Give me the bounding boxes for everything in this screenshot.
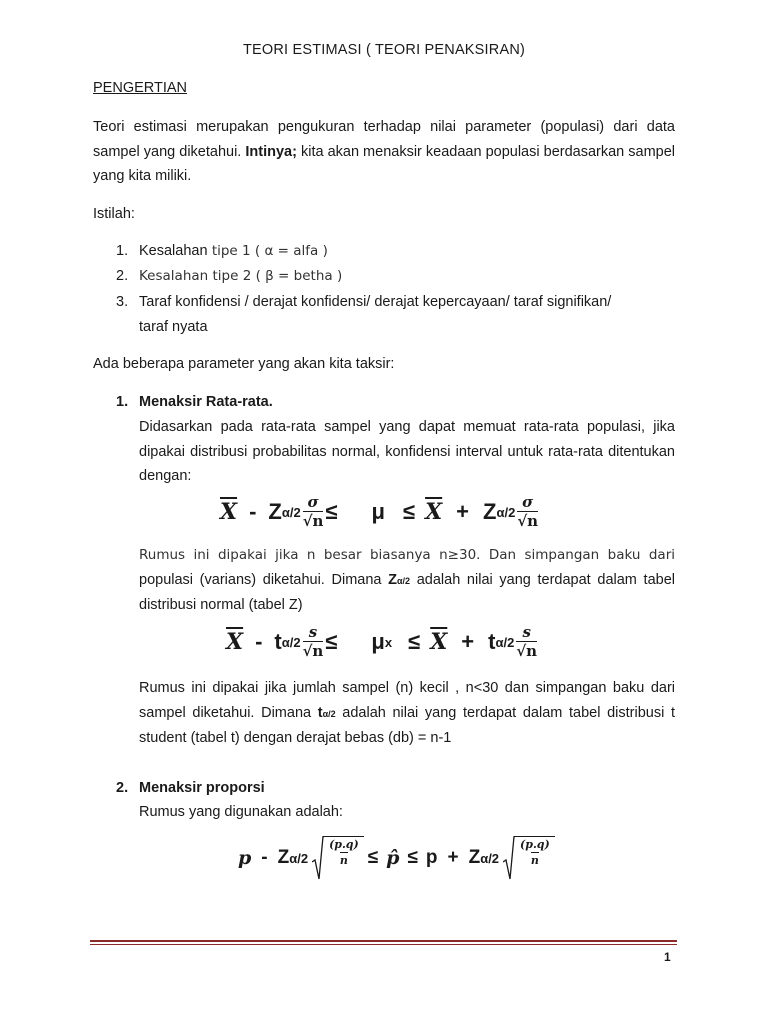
list-text: Taraf konfidensi / derajat konfidensi/ derajat kepercayaan/ taraf signifikan/ [139, 294, 612, 310]
z-inline: Z [388, 571, 397, 588]
istilah-item-2 [116, 268, 342, 284]
xbar-symbol: $\overline{X}$ [425, 499, 443, 525]
fraction-numerator: σ [307, 493, 319, 511]
list-number: 1. [116, 243, 129, 259]
section-1-note-2 [139, 676, 675, 751]
alpha-subscript: α/2 [496, 504, 516, 520]
sqrt-pq-over-n [503, 836, 555, 880]
fraction-denominator: √n [517, 512, 539, 530]
fraction-numerator: σ [522, 493, 534, 511]
list-text-alt: Kesalahan tipe 2 ( β = betha ) [139, 268, 343, 284]
mu-symbol: μ [371, 629, 385, 654]
section-heading-pengertian: PENGERTIAN [93, 80, 188, 96]
p-plain-symbol: p [425, 847, 438, 868]
section-1-desc: Didasarkan pada rata-rata sampel yang dapat memuat rata-rata populasi, jika dipakai distribusi probabilitas normal, konfidensi interval untuk rata-rata ditentukan dengan: [139, 419, 675, 484]
formula-proportion [238, 836, 559, 880]
section-number: 2. [116, 780, 129, 796]
fraction-denominator: n [530, 854, 539, 867]
note-text: adalah nilai yang terdapat dalam tabel distribusi normal (tabel Z) [139, 571, 675, 613]
leq-sign: ≤ [407, 847, 418, 868]
section-2-desc: Rumus yang digunakan adalah: [139, 804, 343, 820]
plus-sign: + [461, 629, 475, 654]
t-symbol: t [488, 629, 496, 654]
note-text: Rumus ini dipakai jika jumlah sampel (n) kecil , n<30 dan simpangan baku dari sampel diketahui. Dimana [139, 680, 675, 721]
intro-bold: Intinya; [245, 143, 297, 160]
list-number: 2. [116, 268, 129, 284]
sqrt-pq-over-n [312, 836, 364, 880]
ada-paragraph: Ada beberapa parameter yang akan kita taksir: [93, 356, 395, 372]
s-over-sqrtn [516, 624, 537, 660]
section-2-heading [116, 780, 265, 796]
p-symbol: p [238, 847, 252, 869]
fraction-numerator: s [522, 623, 531, 641]
section-number: 1. [116, 394, 129, 410]
z-symbol: Z [483, 499, 497, 524]
minus-sign: - [255, 629, 263, 654]
section-1-note-1 [139, 543, 675, 618]
xbar-symbol: $\overline{X}$ [430, 629, 448, 655]
footer-rule-thin [90, 944, 677, 945]
fraction-numerator: (p.q) [520, 838, 550, 851]
z-symbol: Z [268, 499, 282, 524]
istilah-item-3 [116, 294, 611, 310]
sigma-over-sqrtn [517, 494, 538, 530]
radical-sign [312, 836, 324, 880]
note-text-alt: Rumus ini dipakai jika n besar biasanya n≥30. Dan simpangan baku dari [139, 547, 675, 563]
xbar-symbol: $\overline{X}$ [220, 499, 238, 525]
list-number: 3. [116, 294, 129, 310]
t-symbol: t [274, 629, 282, 654]
pq-over-n [520, 838, 550, 868]
t-inline-subscript: α/2 [322, 708, 336, 719]
note-text: populasi (varians) diketahui. Dimana [139, 571, 389, 588]
fraction-denominator: √n [302, 512, 324, 530]
formula-mean-t [226, 624, 539, 660]
page-title: TEORI ESTIMASI ( TEORI PENAKSIRAN) [242, 42, 526, 58]
fraction-denominator: n [339, 854, 348, 867]
fraction-denominator: √n [516, 642, 538, 660]
footer-rule-thick [90, 940, 677, 942]
s-over-sqrtn [303, 624, 324, 660]
list-text: Kesalahan [139, 243, 208, 259]
minus-sign: - [261, 847, 268, 868]
section-title: Menaksir proporsi [139, 780, 265, 796]
intro-text-2: kita akan menaksir keadaan populasi berdasarkan sampel yang kita miliki. [93, 143, 676, 184]
leq-sign: ≤ [325, 499, 338, 524]
plus-sign: + [456, 499, 470, 524]
leq-sign: ≤ [408, 629, 421, 654]
p-hat-symbol: p̂ [386, 847, 400, 869]
istilah-item-1 [116, 243, 328, 259]
radical-sign [503, 836, 515, 880]
sigma-over-sqrtn [303, 494, 324, 530]
leq-sign: ≤ [367, 847, 379, 868]
fraction-denominator: √n [302, 642, 324, 660]
t-inline: t [317, 704, 323, 721]
z-symbol: Z [277, 847, 290, 868]
page-number: 1 [664, 950, 671, 964]
list-text-alt: tipe 1 ( α = alfa ) [207, 243, 328, 259]
note-text: adalah nilai yang terdapat dalam tabel distribusi t student (tabel t) dengan derajat bebas (db) = n-1 [139, 704, 675, 746]
z-symbol: Z [468, 847, 481, 868]
leq-sign: ≤ [325, 629, 338, 654]
section-title: Menaksir Rata-rata. [139, 394, 273, 410]
pq-over-n [329, 838, 359, 868]
intro-paragraph [93, 115, 675, 189]
plus-sign: + [447, 847, 459, 868]
mu-subscript: x [384, 634, 393, 650]
formula-mean-z [220, 494, 540, 530]
leq-sign: ≤ [403, 499, 416, 524]
alpha-subscript: α/2 [495, 634, 515, 650]
minus-sign: - [249, 499, 257, 524]
istilah-label: Istilah: [93, 206, 135, 222]
alpha-subscript: α/2 [281, 634, 301, 650]
istilah-item-3-cont: taraf nyata [139, 319, 208, 335]
alpha-subscript: α/2 [480, 850, 500, 866]
mu-symbol: μ [371, 499, 386, 524]
alpha-subscript: α/2 [289, 850, 309, 866]
fraction-numerator: s [308, 623, 318, 641]
alpha-subscript: α/2 [281, 504, 301, 520]
xbar-symbol: $\overline{X}$ [226, 629, 244, 655]
intro-text-1: Teori estimasi merupakan pengukuran terhadap nilai parameter (populasi) dari data sampel yang diketahui. [93, 119, 675, 160]
fraction-numerator: (p.q) [329, 838, 359, 851]
section-1-heading [116, 394, 273, 410]
z-inline-subscript: α/2 [397, 575, 411, 586]
